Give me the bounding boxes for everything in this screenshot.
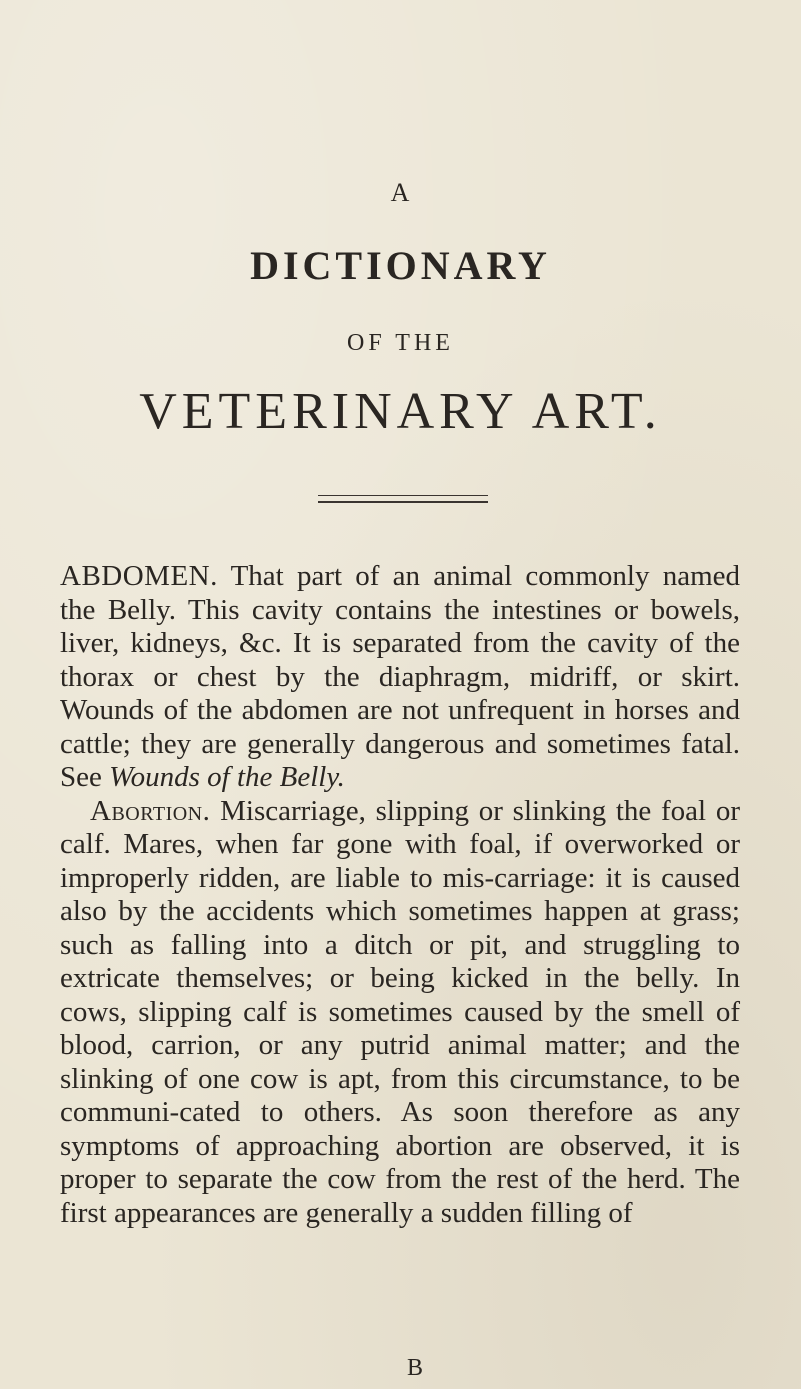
entry-abdomen — [60, 560, 740, 795]
title-veterinary-art: VETERINARY ART. — [139, 383, 662, 440]
title-of-the: OF THE — [347, 330, 454, 356]
entry-abortion — [60, 795, 740, 1231]
dictionary-body — [60, 560, 740, 1230]
signature-mark: B — [406, 1355, 423, 1381]
title-dictionary: DICTIONARY — [250, 243, 551, 288]
entry-headword: Abortion. — [90, 794, 211, 827]
entry-text: Miscarriage, slipping or slinking the foal or calf. Mares, when far gone with foal, if overworked or improperly ridden, are liable to mis-carriage: it is caused also by the accidents which sometimes happen at grass; such as falling into a ditch or pit, and struggling to extricate themselves; or being kicked in the belly. In cows, slipping calf is sometimes caused by the smell of blood, carrion, or any putrid animal matter; and the slinking of one cow is apt, from this circumstance, to be communi-cated to others. As soon therefore as any symptoms of approaching abortion are observed, it is proper to separate the cow from the rest of the herd. The first appearances are generally a sudden filling of — [60, 794, 740, 1229]
entry-headword: ABDOMEN. — [60, 560, 218, 592]
title-rule — [318, 495, 488, 503]
title-article: A — [390, 178, 411, 207]
entry-cross-reference: Wounds of the Belly. — [109, 761, 345, 793]
entry-text: That part of an animal commonly named the Belly. This cavity contains the intestines or bowels, liver, kidneys, &c. It is separated from the cavity of the thorax or chest by the diaphragm, midriff, or skirt. Wounds of the abdomen are not unfrequent in horses and cattle; they are generally dangerous and sometimes fatal. See — [60, 560, 741, 793]
